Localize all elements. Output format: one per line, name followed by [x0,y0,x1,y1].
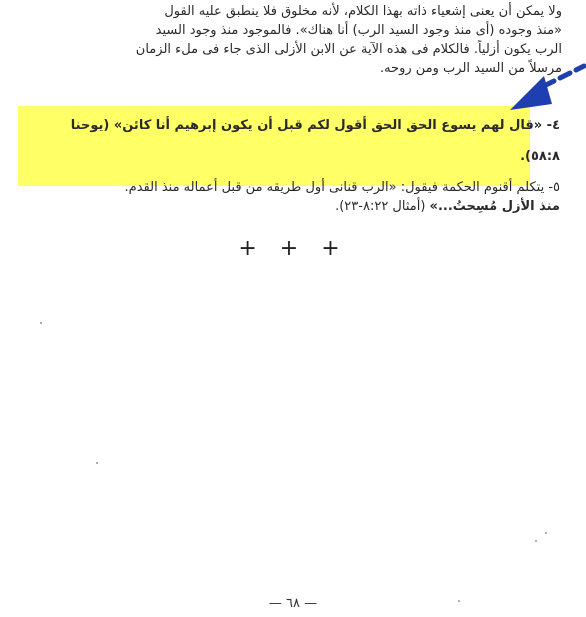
section-separator: + + + [238,236,348,261]
quote-reference: (أمثال ٨:٢٢-٢٣). [335,199,430,214]
paragraph-line [28,197,560,216]
paragraph-line: ٥- يتكلم أقنوم الحكمة فيقول: «الرب قنانى أول طريقه من قبل أعماله منذ القدم. [124,180,560,195]
pointer-arrow-icon [500,60,586,134]
paragraph-john-quote [28,116,560,166]
page-number: — ٦٨ — [268,596,318,611]
paragraph-proverbs-quote [28,178,560,216]
paragraph-isaiah-commentary [30,2,562,78]
paragraph-line: مرسلاً من السيد الرب ومن روحه. [379,61,562,76]
paragraph-line: «منذ وجوده (أى منذ وجود السيد الرب) أنا هناك». فالموجود منذ وجود السيد [155,23,562,38]
paragraph-line: ولا يمكن أن يعنى إشعياء ذاته بهذا الكلام، لأنه مخلوق فلا ينطبق عليه القول [164,4,562,19]
scan-speck [535,540,537,542]
paragraph-line: ٤- «قال لهم يسوع الحق الحق أقول لكم قبل أن يكون إبرهيم أنا كائن» (يوحنا [70,118,560,133]
scan-speck [40,322,42,324]
paragraph-line: الرب يكون أزلياً. فالكلام فى هذه الآية عن الابن الأزلى الذى جاء فى ملء الزمان [135,42,562,57]
scan-speck [545,532,547,534]
paragraph-line: ٥٨:٨). [520,149,560,164]
scan-speck [458,600,460,602]
bold-quote: منذ الأزل مُسِحتُ...» [429,199,560,214]
scan-speck [96,462,98,464]
